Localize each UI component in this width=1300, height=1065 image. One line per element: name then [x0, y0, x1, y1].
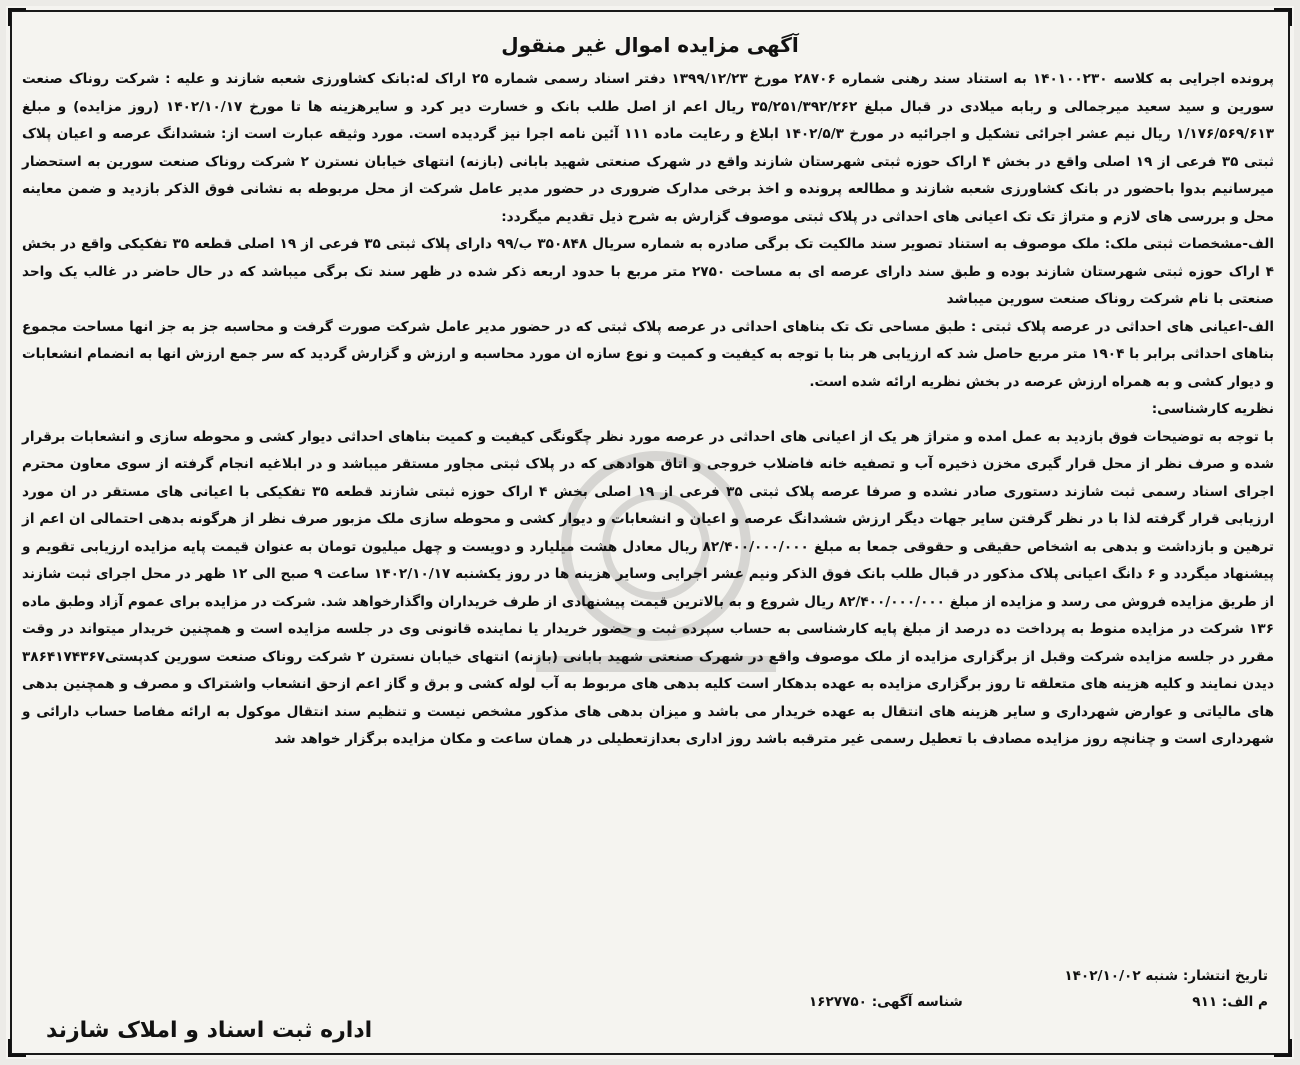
corner-ornament: [1274, 1039, 1292, 1057]
paragraph-opinion: با توجه به توضیحات فوق بازدید به عمل امده و متراژ هر یک از اعیانی های احداثی در عرصه مورد نظر چگونگی کیفیت و کمیت بناهای احداثی دیوار کشی و محوطه سازی و انشعابات برقرار شده و صرف نظر از محل قرار گیری مخزن ذخیره آب و تصفیه خانه فاضلاب خروجی و اتاق هوادهی که در پلاک ثبتی مجاور مستقر میباشد و در ابلاغیه انجام گرفته از سوی معاون محترم اجرای اسناد رسمی ثبت شازند دستوری صادر نشده و صرفا عرصه پلاک ثبتی ۳۵ فرعی از ۱۹ اصلی بخش ۴ اراک حوزه ثبتی شازند قطعه ۳۵ تفکیکی با اعیانی های مستقر در ان مورد ارزیابی قرار گرفته لذا با در نظر گرفتن سایر جهات دیگر ارزش ششدانگ عرصه و اعیان و انشعابات و دیوار کشی و محوطه سازی ملک مزبور صرف نظر از هرگونه بدهی احتمالی ان اعم از ترهین و بازداشت و بدهی به اشخاص حقیقی و حقوقی جمعا به مبلغ ۸۲/۴۰۰/۰۰۰/۰۰۰ ریال معادل هشت میلیارد و دویست و چهل میلیون تومان به عنوان قیمت پایه مزایده ارزیابی تقویم و پیشنهاد میگردد و ۶ دانگ اعیانی پلاک مذکور در قبال طلب بانک فوق الذکر ونیم عشر اجرایی وسایر هزینه ها در روز یکشنبه ۱۴۰۲/۱۰/۱۷ ساعت ۹ صبح الی ۱۲ ظهر در محل اجرای ثبت شازند از طریق مزایده فروش می رسد و مزایده از مبلغ ۸۲/۴۰۰/۰۰۰/۰۰۰ ریال شروع و به بالاترین قیمت پیشنهادی از طرف خریداران واگذارخواهد شد. شرکت در مزایده برای عموم آزاد وطبق ماده ۱۳۶ شرکت در مزایده منوط به پرداخت ده درصد از مبلغ پایه کارشناسی به حساب سپرده ثبت و حضور خریدار یا نماینده قانونی وی در جلسه مزایده است و همچنین خریدار میتواند در وقت مقرر در جلسه مزایده شرکت وقبل از برگزاری مزایده از ملک موصوف واقع در شهرک صنعتی شهید بابانی (بازنه) انتهای خیابان نسترن ۲ شرکت روناک صنعت سورین کدپستی۳۸۶۴۱۷۴۳۶۷ دیدن نمایند و کلیه هزینه های متعلقه تا روز برگزاری مزایده به عهده بدهکار است کلیه بدهی های مربوط به آب لوله کشی و برق و گاز اعم ازحق انشعاب واشتراک و مصرف و همچنین بدهی های مالیاتی و عوارض شهرداری و سایر هزینه های انتقال به عهده خریدار می باشد و میزان بدهی های مذکور مشخص نیست و تنظیم سند انتقال موکول به ارائه مفاصا حساب دارائی و شهرداری است و چنانچه روز مزایده مصادف با تعطیل رسمی غیر مترقبه باشد روز اداری بعدازتعطیلی در همان ساعت و مکان مزایده برگزار خواهد شد: [22, 428, 1275, 747]
ref-code: م الف: ۹۱۱: [1192, 994, 1268, 1010]
notice-title: آگهی مزایده اموال غیر منقول: [501, 33, 799, 57]
paragraph-registry-specs: الف-مشخصات ثبتی ملک: ملک موصوف به استناد تصویر سند مالکیت تک برگی صادره به شماره سریال ۳۵۰۸۴۸ ب/۹۹ دارای پلاک ثبتی ۳۵ فرعی از ۱۹ اصلی قطعه ۳۵ تفکیکی واقع در بخش ۴ اراک حوزه ثبتی شهرستان شازند بوده و طبق سند دارای عرصه ای به مساحت ۲۷۵۰ متر مربع با حدود اربعه ذکر شده در ظهر سند تک برگی میباشد که در حال حاضر در غالب یک واحد صنعتی با نام شرکت روناک صنعت سورین میباشد: [22, 236, 1274, 307]
paragraph-intro: پرونده اجرایی به کلاسه ۱۴۰۱۰۰۲۳۰ به استناد سند رهنی شماره ۲۸۷۰۶ مورخ ۱۳۹۹/۱۲/۲۳ دفتر اسناد رسمی شماره ۲۵ اراک له:بانک کشاورزی شعبه شازند و علیه : شرکت روناک صنعت سورین و سید سعید میرجمالی و ربابه میلادی در قبال مبلغ ۳۵/۲۵۱/۳۹۲/۲۶۲ ریال اعم از اصل طلب بانک و خسارت دیر کرد و سایرهزینه ها تا مورخ ۱۴۰۲/۱۰/۱۷ (روز مزایده) و مبلغ ۱/۱۷۶/۵۶۹/۶۱۳ ریال نیم عشر اجرائی تشکیل و اجرائیه در مورخ ۱۴۰۲/۵/۳ ابلاغ و رعایت ماده ۱۱۱ آئین نامه اجرا نیز گردیده است. مورد وثیقه عبارت است از: ششدانگ عرصه و اعیان پلاک ثبتی ۳۵ فرعی از ۱۹ اصلی واقع در بخش ۴ اراک حوزه ثبتی شهرستان شازند واقع در شهرک صنعتی شهید بابانی (بازنه) انتهای خیابان نسترن ۲ شرکت روناک صنعت سورین به استحضار میرسانیم بدوا باحضور در بانک کشاورزی شعبه شازند و مطالعه پرونده و اخذ برخی مدارک ضروری در حضور مدیر عامل شرکت از محل مربوطه به نشانی فوق الذکر بازدید و ضمن معاینه محل و بررسی های لازم و متراژ تک تک اعیانی های احداثی در پلاک ثبتی موصوف گزارش به شرح ذیل تقدیم میگردد:: [22, 71, 1275, 225]
corner-ornament: [1274, 8, 1292, 26]
ad-id: شناسه آگهی: ۱۶۲۷۷۵۰: [808, 994, 963, 1010]
corner-ornament: [8, 1039, 26, 1057]
issuing-office: اداره ثبت اسناد و املاک شازند: [46, 1018, 373, 1043]
paragraph-buildings: الف-اعیانی های احداثی در عرصه پلاک ثبتی : طبق مساحی تک تک بناهای احداثی در عرصه پلاک ثبتی که در حضور مدیر عامل شرکت صورت گرفت و محاسبه جز به جز انها مساحت مجموع بناهای احداثی برابر با ۱۹۰۴ متر مربع حاصل شد که ارزیابی هر بنا با توجه به کیفیت و کمیت و نوع سازه ان مورد محاسبه و ارزش و گزارش گردید که سر جمع ارزش انها به انضمام انشعابات و دیوار کشی و به همراه ارزش عرصه در بخش نظریه ارائه شده است.: [22, 318, 1274, 390]
notice-body: [22, 66, 1274, 754]
notice-ids: [668, 990, 1268, 1014]
corner-ornament: [8, 8, 26, 26]
paragraph-opinion-heading: نظریه کارشناسی:: [1151, 401, 1274, 417]
notice-sheet: [6, 6, 1294, 1059]
publish-date: تاریخ انتشار: شنبه ۱۴۰۲/۱۰/۰۲: [1064, 968, 1268, 984]
